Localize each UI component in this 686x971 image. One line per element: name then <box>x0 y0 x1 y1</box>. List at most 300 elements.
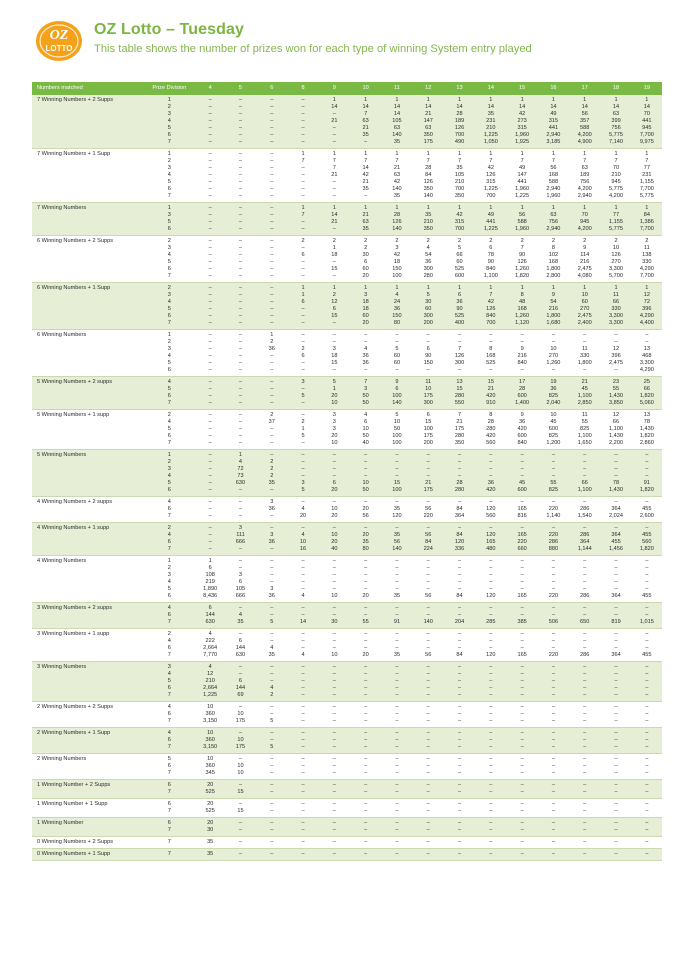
prize-count-value: – <box>208 306 212 312</box>
prize-count-value: – <box>583 499 587 505</box>
prize-count-value: 4,200 <box>577 132 592 138</box>
prize-count-value: – <box>645 763 649 769</box>
prize-count-cell <box>196 450 225 497</box>
prize-count-value: – <box>208 346 212 352</box>
prize-count-value: – <box>489 763 493 769</box>
prize-count-value: 525 <box>454 313 465 319</box>
prize-count-cell <box>319 95 350 149</box>
prize-count-value: 91 <box>393 619 401 625</box>
prize-count-cell <box>196 818 225 837</box>
prize-division-value: 4 <box>167 704 171 710</box>
prize-count-value: 10 <box>299 539 307 545</box>
prize-count-value: – <box>520 801 524 807</box>
prize-count-cell <box>506 849 537 861</box>
prize-count-value: 78 <box>612 480 620 486</box>
prize-count-value: – <box>208 179 212 185</box>
prize-count-cell <box>381 702 412 728</box>
prize-count-value: 2 <box>457 238 462 244</box>
prize-count-value: 105 <box>454 172 465 178</box>
prize-count-value: 2,664 <box>203 645 218 651</box>
prize-count-cell <box>225 799 256 818</box>
prize-count-value: – <box>457 671 462 677</box>
prize-count-value: 168 <box>517 306 527 312</box>
prize-count-value: – <box>551 730 555 736</box>
prize-count-value: 1,155 <box>609 219 624 225</box>
prize-count-value: – <box>364 193 368 199</box>
prize-count-value: 84 <box>425 539 432 545</box>
prize-count-value: 4 <box>238 459 243 465</box>
prize-count-cell <box>569 603 600 629</box>
prize-count-value: – <box>645 638 649 644</box>
prize-count-cell <box>413 799 444 818</box>
prize-count-value: 10 <box>362 426 369 432</box>
prize-count-value: 10 <box>550 346 557 352</box>
prize-count-value: – <box>208 111 212 117</box>
prize-count-cell <box>350 95 381 149</box>
prize-count-cell <box>475 523 506 556</box>
prize-count-value: 12 <box>207 671 214 677</box>
prize-count-value: 1,800 <box>577 360 592 366</box>
prize-count-value: 35 <box>393 193 401 199</box>
prize-count-value: 20 <box>362 652 369 658</box>
prize-count-cell <box>196 837 225 849</box>
prize-division-value: 5 <box>167 586 171 592</box>
prize-count-value: 5,775 <box>609 186 624 192</box>
prize-count-cell <box>287 377 318 410</box>
prize-count-value: – <box>520 572 524 578</box>
prize-count-value: – <box>270 393 274 399</box>
prize-count-value: – <box>270 292 274 298</box>
prize-count-value: 126 <box>517 259 527 265</box>
prize-count-value: – <box>426 499 430 505</box>
prize-count-value: – <box>426 572 430 578</box>
prize-count-value: – <box>395 685 399 691</box>
prize-count-value: – <box>645 678 649 684</box>
prize-count-value: – <box>238 139 243 145</box>
prize-count-value: – <box>208 360 212 366</box>
prize-count-value: 2 <box>364 245 368 251</box>
prize-count-value: 42 <box>519 111 526 117</box>
prize-count-value: – <box>583 704 587 710</box>
prize-count-value: – <box>489 789 493 795</box>
prize-count-cell <box>632 95 662 149</box>
prize-count-cell <box>319 149 350 203</box>
prize-count-cell <box>600 410 631 450</box>
prize-count-cell <box>506 377 537 410</box>
table-row <box>32 780 662 799</box>
prize-count-value: – <box>332 718 336 724</box>
prize-count-cell <box>538 799 569 818</box>
prize-count-value: 2,040 <box>546 400 561 406</box>
prize-count-cell <box>506 799 537 818</box>
prize-count-value: – <box>645 685 649 691</box>
prize-count-cell <box>632 149 662 203</box>
prize-count-value: 4 <box>270 645 274 651</box>
prize-count-value: – <box>457 678 462 684</box>
prize-count-cell <box>319 780 350 799</box>
prize-count-value: 300 <box>423 400 433 406</box>
prize-count-value: 108 <box>205 572 215 578</box>
prize-count-value: – <box>426 820 430 826</box>
prize-division-value: 6 <box>167 820 171 826</box>
prize-division-value: 3 <box>167 572 171 578</box>
prize-count-value: 49 <box>487 212 494 218</box>
prize-count-value: 15 <box>487 379 494 385</box>
prize-count-cell <box>569 149 600 203</box>
prize-count-value: 525 <box>205 789 215 795</box>
prize-count-cell <box>600 450 631 497</box>
prize-division-cell <box>143 450 196 497</box>
column-header-system-11: 11 <box>381 82 412 95</box>
prize-count-value: 14 <box>519 104 526 110</box>
prize-count-value: – <box>270 313 274 319</box>
prize-count-value: – <box>238 125 243 131</box>
prize-count-value: – <box>270 273 274 279</box>
prize-count-value: – <box>332 638 336 644</box>
prize-count-cell <box>225 728 256 754</box>
prize-count-value: 360 <box>205 737 215 743</box>
prize-count-value: – <box>614 782 618 788</box>
prize-count-value: 15 <box>425 419 432 425</box>
prize-count-value: – <box>270 151 274 157</box>
prize-count-cell <box>319 728 350 754</box>
prize-count-value: – <box>614 756 618 762</box>
prize-count-cell <box>225 497 256 523</box>
prize-count-value: – <box>270 386 274 392</box>
prize-count-value: 5 <box>301 393 305 399</box>
prize-count-value: – <box>551 525 555 531</box>
prize-count-value: 700 <box>454 186 465 192</box>
prize-count-value: – <box>645 452 649 458</box>
prize-count-value: – <box>270 132 274 138</box>
prize-count-cell <box>538 629 569 662</box>
prize-count-value: 666 <box>235 539 246 545</box>
prize-count-value: – <box>426 459 430 465</box>
prize-count-value: 3 <box>332 426 336 432</box>
prize-count-value: – <box>270 558 274 564</box>
table-row <box>32 410 662 450</box>
prize-count-value: 6 <box>238 678 243 684</box>
prize-count-value: 5 <box>426 292 430 298</box>
prize-count-cell <box>319 849 350 861</box>
prize-count-value: – <box>270 360 274 366</box>
prize-division-value: 1 <box>167 332 171 338</box>
prize-count-value: – <box>270 125 274 131</box>
prize-count-cell <box>287 849 318 861</box>
prize-count-value: 5,775 <box>609 226 624 232</box>
prize-count-value: 6 <box>208 565 212 571</box>
prize-count-value: – <box>208 219 212 225</box>
prize-count-value: 3 <box>395 245 399 251</box>
prize-count-value: – <box>270 259 274 265</box>
prize-division-cell <box>143 837 196 849</box>
prize-count-value: – <box>270 770 274 776</box>
prize-count-value: – <box>332 789 336 795</box>
prize-count-value: – <box>395 737 399 743</box>
prize-count-value: 1 <box>614 97 618 103</box>
prize-count-value: – <box>489 685 493 691</box>
prize-count-value: – <box>208 532 212 538</box>
prize-count-value: 1 <box>551 97 555 103</box>
prize-count-value: – <box>208 273 212 279</box>
prize-count-value: – <box>457 638 462 644</box>
prize-count-value: – <box>614 789 618 795</box>
prize-count-value: – <box>551 839 555 845</box>
prize-division-value: 7 <box>167 273 171 279</box>
prize-count-cell <box>256 629 287 662</box>
prize-count-value: – <box>520 339 524 345</box>
prize-count-value: – <box>301 104 305 110</box>
prize-count-cell <box>256 377 287 410</box>
prize-count-value: 825 <box>548 433 559 439</box>
prize-count-value: 2,024 <box>609 513 624 519</box>
prize-count-value: 3,150 <box>203 718 218 724</box>
prize-count-cell <box>381 203 412 236</box>
prize-count-value: – <box>270 730 274 736</box>
prize-count-value: 147 <box>423 118 433 124</box>
prize-count-value: 144 <box>205 612 215 618</box>
prize-count-value: 1 <box>551 285 555 291</box>
numbers-matched-label: 6 Winning Numbers + 1 Supp <box>32 283 143 330</box>
prize-count-value: 60 <box>393 360 401 366</box>
prize-count-value: 120 <box>486 652 496 658</box>
prize-count-value: – <box>208 245 212 251</box>
prize-count-cell <box>506 283 537 330</box>
prize-count-value: 42 <box>456 212 463 218</box>
prize-count-value: 66 <box>612 419 620 425</box>
prize-count-value: 3 <box>364 386 368 392</box>
prize-count-value: 3 <box>364 292 368 298</box>
prize-division-value: 7 <box>167 193 171 199</box>
prize-count-cell <box>319 603 350 629</box>
prize-count-value: 1,100 <box>577 393 592 399</box>
prize-count-value: 1 <box>301 205 305 211</box>
prize-count-value: – <box>583 572 587 578</box>
prize-count-value: 2 <box>520 238 524 244</box>
prize-count-value: – <box>332 459 336 465</box>
prize-count-value: – <box>364 763 368 769</box>
prize-count-cell <box>319 330 350 377</box>
prize-count-value: 120 <box>486 506 496 512</box>
prize-count-value: 280 <box>454 487 465 493</box>
prize-count-value: – <box>270 266 274 272</box>
prize-count-value: 21 <box>362 212 369 218</box>
prize-count-value: 66 <box>581 480 588 486</box>
prize-count-value: – <box>332 756 336 762</box>
prize-count-value: 7 <box>583 158 587 164</box>
prize-count-cell <box>350 283 381 330</box>
prize-count-value: 14 <box>456 104 463 110</box>
prize-count-value: 1,225 <box>515 193 530 199</box>
prize-count-value: – <box>645 820 649 826</box>
prize-count-value: 14 <box>393 111 401 117</box>
prize-count-value: – <box>332 605 336 611</box>
prize-count-value: – <box>208 433 212 439</box>
prize-count-value: 126 <box>454 353 465 359</box>
prize-count-value: 7,770 <box>203 652 218 658</box>
prize-division-cell <box>143 728 196 754</box>
prize-count-value: – <box>208 313 212 319</box>
prize-count-value: – <box>301 770 305 776</box>
prize-count-value: – <box>489 711 493 717</box>
prize-count-value: 420 <box>517 426 527 432</box>
prize-count-cell <box>319 702 350 728</box>
prize-count-value: – <box>238 565 243 571</box>
prize-count-cell <box>444 728 475 754</box>
prize-count-value: 3 <box>332 412 336 418</box>
prize-count-value: – <box>395 763 399 769</box>
prize-count-cell <box>225 377 256 410</box>
prize-count-value: 6 <box>489 245 493 251</box>
prize-count-value: – <box>238 605 243 611</box>
prize-count-value: 825 <box>548 393 559 399</box>
numbers-matched-label: 1 Winning Number + 2 Supps <box>32 780 143 799</box>
prize-count-cell <box>475 662 506 702</box>
prize-count-value: – <box>520 782 524 788</box>
prize-count-cell <box>538 203 569 236</box>
prize-count-value: – <box>301 219 305 225</box>
prize-count-value: – <box>395 525 399 531</box>
prize-count-value: 12 <box>643 292 650 298</box>
prize-count-value: – <box>551 692 555 698</box>
prize-count-value: – <box>238 226 243 232</box>
prize-count-cell <box>287 728 318 754</box>
table-row <box>32 702 662 728</box>
prize-count-value: 1,820 <box>639 433 654 439</box>
prize-count-value: 5,775 <box>639 193 654 199</box>
prize-division-value: 4 <box>167 419 171 425</box>
prize-count-value: – <box>583 756 587 762</box>
prize-count-value: 11 <box>581 412 588 418</box>
prize-count-value: – <box>583 737 587 743</box>
prize-count-value: 3,850 <box>609 400 624 406</box>
prize-count-value: – <box>551 558 555 564</box>
prize-count-value: – <box>238 346 243 352</box>
prize-count-value: – <box>364 525 368 531</box>
prize-count-cell <box>287 799 318 818</box>
prize-count-value: – <box>645 558 649 564</box>
prize-count-value: – <box>270 487 274 493</box>
prize-count-value: 35 <box>207 839 214 845</box>
prize-count-value: 36 <box>268 593 275 599</box>
prizes-table <box>32 82 662 861</box>
prize-count-value: – <box>551 711 555 717</box>
prize-count-value: 55 <box>550 480 557 486</box>
prize-count-value: 345 <box>205 770 215 776</box>
prize-count-cell <box>256 702 287 728</box>
prize-count-value: 6 <box>364 419 368 425</box>
prize-count-value: 7 <box>426 158 430 164</box>
prize-count-value: – <box>489 367 493 373</box>
prize-count-value: 4 <box>301 506 305 512</box>
prize-division-value: 5 <box>167 219 171 225</box>
prize-count-value: 6 <box>301 299 305 305</box>
prize-count-value: 385 <box>517 619 527 625</box>
prize-count-cell <box>225 149 256 203</box>
prize-count-value: – <box>457 801 462 807</box>
prize-count-value: – <box>301 313 305 319</box>
prize-count-value: – <box>395 820 399 826</box>
prize-count-value: 90 <box>487 259 494 265</box>
prize-count-value: 165 <box>517 532 527 538</box>
prize-count-value: – <box>270 172 274 178</box>
prize-count-value: 1,925 <box>515 139 530 145</box>
prize-division-value: 3 <box>167 212 171 218</box>
prize-count-value: – <box>489 664 493 670</box>
prize-count-cell <box>506 837 537 849</box>
prize-count-value: – <box>208 252 212 258</box>
prize-count-value: – <box>489 332 493 338</box>
prize-count-value: – <box>551 718 555 724</box>
prize-count-value: 7 <box>364 379 368 385</box>
prize-count-value: – <box>426 332 430 338</box>
prize-count-value: 4 <box>270 685 274 691</box>
prize-count-value: 10 <box>581 292 588 298</box>
prize-count-value: 350 <box>423 186 433 192</box>
prize-count-value: – <box>395 851 399 857</box>
prize-count-value: – <box>208 459 212 465</box>
prize-count-cell <box>538 728 569 754</box>
prize-count-value: – <box>457 789 462 795</box>
prize-count-value: – <box>426 452 430 458</box>
prize-count-value: 49 <box>519 165 526 171</box>
prize-count-value: – <box>270 158 274 164</box>
prize-count-cell <box>319 377 350 410</box>
prize-count-cell <box>287 702 318 728</box>
prize-count-value: 455 <box>642 593 652 599</box>
prize-count-value: 1 <box>520 285 524 291</box>
prize-count-value: 100 <box>392 433 402 439</box>
prize-count-value: 15 <box>331 360 338 366</box>
prize-count-value: – <box>489 827 493 833</box>
prize-count-value: – <box>238 259 243 265</box>
prize-count-value: – <box>457 711 462 717</box>
prize-count-value: 4,080 <box>577 273 592 279</box>
prize-count-value: – <box>614 466 618 472</box>
prize-count-value: – <box>520 730 524 736</box>
prize-count-value: – <box>645 631 649 637</box>
prize-count-value: – <box>270 525 274 531</box>
prize-count-cell <box>444 702 475 728</box>
prize-count-value: 84 <box>456 652 463 658</box>
prize-count-cell <box>632 203 662 236</box>
prize-count-value: 1 <box>426 205 430 211</box>
prize-count-value: 20 <box>207 782 214 788</box>
prize-count-value: 42 <box>393 179 401 185</box>
prize-count-value: 126 <box>486 172 496 178</box>
prize-count-value: – <box>614 664 618 670</box>
prize-count-cell <box>538 410 569 450</box>
prize-count-value: 30 <box>362 252 369 258</box>
table-row <box>32 236 662 283</box>
prize-count-value: 1 <box>364 97 368 103</box>
prize-count-value: – <box>301 320 305 326</box>
prize-count-value: 50 <box>362 400 369 406</box>
prize-count-value: – <box>208 172 212 178</box>
prize-count-cell <box>475 702 506 728</box>
prize-count-value: 20 <box>362 506 369 512</box>
prize-count-value: – <box>208 193 212 199</box>
prize-count-value: – <box>489 612 493 618</box>
logo-lotto-text: LOTTO <box>45 44 73 53</box>
prize-count-cell <box>475 799 506 818</box>
prize-count-value: 10 <box>331 652 338 658</box>
prize-count-cell <box>225 95 256 149</box>
prize-count-value: – <box>332 572 336 578</box>
prize-count-value: 550 <box>454 400 465 406</box>
prize-count-value: 3 <box>270 532 274 538</box>
prize-count-value: 28 <box>519 386 526 392</box>
